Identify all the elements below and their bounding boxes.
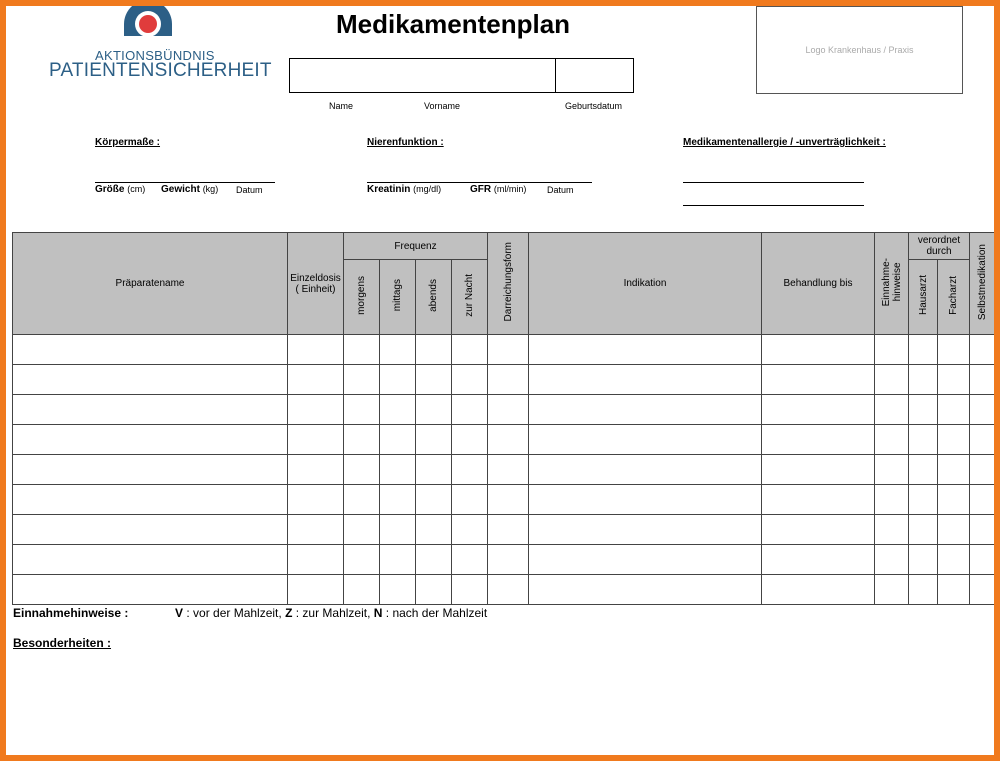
header-behandlung-bis: Behandlung bis <box>762 233 875 335</box>
table-cell[interactable] <box>288 485 344 515</box>
table-row <box>13 425 996 455</box>
table-cell[interactable] <box>762 455 875 485</box>
header-einnahmehinweise-text <box>881 258 903 306</box>
table-cell[interactable] <box>344 575 380 605</box>
header-verordnet-line1: verordnet <box>917 235 961 246</box>
table-cell[interactable] <box>909 335 938 365</box>
medication-table <box>12 232 996 605</box>
table-cell[interactable] <box>938 485 970 515</box>
koerpermasse-title: Körpermaße : <box>95 137 161 148</box>
table-cell[interactable] <box>452 485 488 515</box>
table-cell[interactable] <box>488 545 529 575</box>
table-cell[interactable] <box>909 425 938 455</box>
header-einnahmehinweise <box>875 233 909 335</box>
groesse-unit: (cm) <box>127 184 146 194</box>
name-box-divider <box>555 59 556 92</box>
einnahmehinweise-legend <box>175 606 487 620</box>
table-cell[interactable] <box>970 545 996 575</box>
table-cell[interactable] <box>970 455 996 485</box>
header-frequenz: Frequenz <box>344 233 488 260</box>
table-cell[interactable] <box>380 365 416 395</box>
nierenfunktion-datum-label: Datum <box>547 185 574 195</box>
table-cell[interactable] <box>452 455 488 485</box>
header-darreichungsform-text: Darreichungsform <box>502 242 514 322</box>
table-cell[interactable] <box>488 515 529 545</box>
kreatinin-text: Kreatinin <box>367 184 411 195</box>
table-cell[interactable] <box>970 425 996 455</box>
table-cell[interactable] <box>909 575 938 605</box>
table-cell[interactable] <box>416 545 452 575</box>
patient-safety-logo-icon <box>122 6 174 46</box>
allergie-title: Medikamentenallergie / -unverträglichkeit : <box>683 137 886 148</box>
table-cell[interactable] <box>380 545 416 575</box>
table-cell[interactable] <box>452 365 488 395</box>
table-cell[interactable] <box>529 545 762 575</box>
table-cell[interactable] <box>875 545 909 575</box>
table-cell[interactable] <box>970 395 996 425</box>
table-cell[interactable] <box>762 335 875 365</box>
table-cell[interactable] <box>970 515 996 545</box>
table-cell[interactable] <box>970 365 996 395</box>
header-mittags <box>380 260 416 335</box>
table-cell[interactable] <box>488 485 529 515</box>
groesse-text: Größe <box>95 184 125 195</box>
table-cell[interactable] <box>452 425 488 455</box>
table-cell[interactable] <box>762 575 875 605</box>
table-cell[interactable] <box>529 575 762 605</box>
table-cell[interactable] <box>13 545 288 575</box>
table-cell[interactable] <box>875 425 909 455</box>
table-cell[interactable] <box>938 515 970 545</box>
header-einzeldosis <box>288 233 344 335</box>
table-cell[interactable] <box>875 485 909 515</box>
org-name-line2: PATIENTENSICHERHEIT <box>49 60 272 81</box>
table-cell[interactable] <box>529 485 762 515</box>
koerpermasse-datum-label: Datum <box>236 185 263 195</box>
table-cell[interactable] <box>938 365 970 395</box>
header-morgens-text: morgens <box>356 276 367 315</box>
table-cell[interactable] <box>529 365 762 395</box>
header-zur-nacht <box>452 260 488 335</box>
table-row <box>13 515 996 545</box>
gewicht-unit: (kg) <box>202 184 219 194</box>
table-cell[interactable] <box>380 575 416 605</box>
gfr-unit: (ml/min) <box>493 184 527 194</box>
header-indikation: Indikation <box>529 233 762 335</box>
patient-name-field[interactable] <box>289 58 634 93</box>
hospital-logo-box <box>756 6 963 94</box>
header-morgens <box>344 260 380 335</box>
header-selbstmedikation <box>970 233 996 335</box>
table-cell[interactable] <box>288 455 344 485</box>
table-cell[interactable] <box>344 545 380 575</box>
table-cell[interactable] <box>344 485 380 515</box>
table-cell[interactable] <box>288 515 344 545</box>
header-verordnet-line2: durch <box>926 246 952 257</box>
table-cell[interactable] <box>909 485 938 515</box>
table-cell[interactable] <box>938 575 970 605</box>
allergie-line-2[interactable] <box>683 205 864 206</box>
table-cell[interactable] <box>938 545 970 575</box>
table-cell[interactable] <box>380 335 416 365</box>
table-cell[interactable] <box>380 485 416 515</box>
medication-table-body <box>13 335 996 605</box>
table-cell[interactable] <box>13 335 288 365</box>
legend-v-text: : vor der Mahlzeit, <box>183 606 286 620</box>
legend-v-key: V <box>175 606 184 620</box>
table-cell[interactable] <box>13 455 288 485</box>
table-cell[interactable] <box>529 335 762 365</box>
table-cell[interactable] <box>13 395 288 425</box>
table-cell[interactable] <box>938 455 970 485</box>
table-cell[interactable] <box>762 545 875 575</box>
table-cell[interactable] <box>13 365 288 395</box>
table-cell[interactable] <box>875 335 909 365</box>
table-cell[interactable] <box>380 455 416 485</box>
gfr-text: GFR <box>470 184 492 195</box>
table-cell[interactable] <box>529 425 762 455</box>
table-cell[interactable] <box>288 395 344 425</box>
table-cell[interactable] <box>452 515 488 545</box>
table-cell[interactable] <box>416 335 452 365</box>
koerpermasse-line[interactable] <box>95 182 275 183</box>
header-einzeldosis-line2: ( Einheit) <box>295 283 336 295</box>
kreatinin-unit: (mg/dl) <box>413 184 442 194</box>
nierenfunktion-title: Nierenfunktion : <box>367 137 444 148</box>
table-cell[interactable] <box>416 485 452 515</box>
header-zur-nacht-text: zur Nacht <box>464 274 475 317</box>
table-cell[interactable] <box>452 545 488 575</box>
table-cell[interactable] <box>452 335 488 365</box>
header-facharzt <box>938 260 970 335</box>
header-selbstmedikation-text: Selbstmedikation <box>977 243 988 321</box>
table-cell[interactable] <box>344 425 380 455</box>
table-row <box>13 335 996 365</box>
table-cell[interactable] <box>452 395 488 425</box>
table-cell[interactable] <box>416 425 452 455</box>
table-cell[interactable] <box>13 575 288 605</box>
table-row <box>13 485 996 515</box>
header-mittags-text: mittags <box>392 279 403 312</box>
header-einzeldosis-line1: Einzeldosis <box>290 272 341 284</box>
geburtsdatum-label: Geburtsdatum <box>565 101 623 111</box>
gewicht-text: Gewicht <box>161 184 200 195</box>
table-row <box>13 365 996 395</box>
table-cell[interactable] <box>344 395 380 425</box>
header-facharzt-text: Facharzt <box>948 276 959 315</box>
table-cell[interactable] <box>909 455 938 485</box>
table-cell[interactable] <box>909 515 938 545</box>
table-cell[interactable] <box>875 455 909 485</box>
table-cell[interactable] <box>529 455 762 485</box>
table-cell[interactable] <box>488 395 529 425</box>
table-cell[interactable] <box>380 395 416 425</box>
page-title: Medikamentenplan <box>336 9 571 39</box>
kreatinin-label <box>367 184 441 195</box>
legend-n-text: : nach der Mahlzeit <box>382 606 488 620</box>
table-cell[interactable] <box>344 365 380 395</box>
table-cell[interactable] <box>288 425 344 455</box>
table-cell[interactable] <box>488 575 529 605</box>
besonderheiten-label: Besonderheiten : <box>13 636 112 650</box>
table-cell[interactable] <box>288 365 344 395</box>
table-cell[interactable] <box>416 515 452 545</box>
header-hausarzt <box>909 260 938 335</box>
table-row <box>13 395 996 425</box>
table-cell[interactable] <box>344 455 380 485</box>
table-cell[interactable] <box>416 575 452 605</box>
table-cell[interactable] <box>380 425 416 455</box>
table-cell[interactable] <box>529 395 762 425</box>
gewicht-label <box>161 184 218 195</box>
legend-n-key: N <box>373 606 383 620</box>
table-cell[interactable] <box>762 365 875 395</box>
gfr-label <box>470 184 526 195</box>
table-cell[interactable] <box>938 425 970 455</box>
table-cell[interactable] <box>909 545 938 575</box>
table-cell[interactable] <box>13 485 288 515</box>
table-cell[interactable] <box>488 335 529 365</box>
header-einnahmehinweise-line1: Einnahme- <box>880 257 892 307</box>
nierenfunktion-line[interactable] <box>367 182 592 183</box>
table-cell[interactable] <box>13 515 288 545</box>
table-cell[interactable] <box>288 575 344 605</box>
table-cell[interactable] <box>938 335 970 365</box>
table-cell[interactable] <box>875 515 909 545</box>
org-name-line1: AKTIONSBÜNDNIS <box>95 48 215 63</box>
table-cell[interactable] <box>344 335 380 365</box>
einnahmehinweise-label: Einnahmehinweise : <box>13 606 129 620</box>
table-cell[interactable] <box>529 515 762 545</box>
vorname-label: Vorname <box>424 101 461 111</box>
table-cell[interactable] <box>875 395 909 425</box>
table-cell[interactable] <box>970 485 996 515</box>
table-cell[interactable] <box>762 395 875 425</box>
table-cell[interactable] <box>416 365 452 395</box>
header-einnahmehinweise-line2: hinweise <box>891 262 903 302</box>
table-cell[interactable] <box>762 515 875 545</box>
table-cell[interactable] <box>288 335 344 365</box>
table-row <box>13 455 996 485</box>
table-cell[interactable] <box>13 425 288 455</box>
table-cell[interactable] <box>488 365 529 395</box>
table-cell[interactable] <box>875 365 909 395</box>
table-cell[interactable] <box>970 335 996 365</box>
table-cell[interactable] <box>909 395 938 425</box>
table-cell[interactable] <box>970 575 996 605</box>
table-cell[interactable] <box>344 515 380 545</box>
hospital-logo-placeholder: Logo Krankenhaus / Praxis <box>805 45 914 55</box>
groesse-label <box>95 184 145 195</box>
table-row <box>13 575 996 605</box>
header-darreichungsform <box>488 233 529 335</box>
allergie-line-1[interactable] <box>683 182 864 183</box>
name-label: Name <box>329 101 354 111</box>
table-cell[interactable] <box>488 455 529 485</box>
table-cell[interactable] <box>380 515 416 545</box>
header-verordnet-durch <box>909 233 970 260</box>
table-cell[interactable] <box>938 395 970 425</box>
table-cell[interactable] <box>909 365 938 395</box>
header-abends-text: abends <box>428 279 439 312</box>
table-cell[interactable] <box>488 425 529 455</box>
header-praeparatename: Präparatename <box>13 233 288 335</box>
header-abends <box>416 260 452 335</box>
table-cell[interactable] <box>762 425 875 455</box>
table-cell[interactable] <box>416 455 452 485</box>
table-cell[interactable] <box>288 545 344 575</box>
header-hausarzt-text: Hausarzt <box>917 275 929 316</box>
table-row <box>13 545 996 575</box>
legend-z-text: : zur Mahlzeit, <box>292 606 374 620</box>
table-cell[interactable] <box>875 575 909 605</box>
table-cell[interactable] <box>416 395 452 425</box>
legend-z-key: Z <box>285 606 293 620</box>
table-cell[interactable] <box>452 575 488 605</box>
table-cell[interactable] <box>762 485 875 515</box>
